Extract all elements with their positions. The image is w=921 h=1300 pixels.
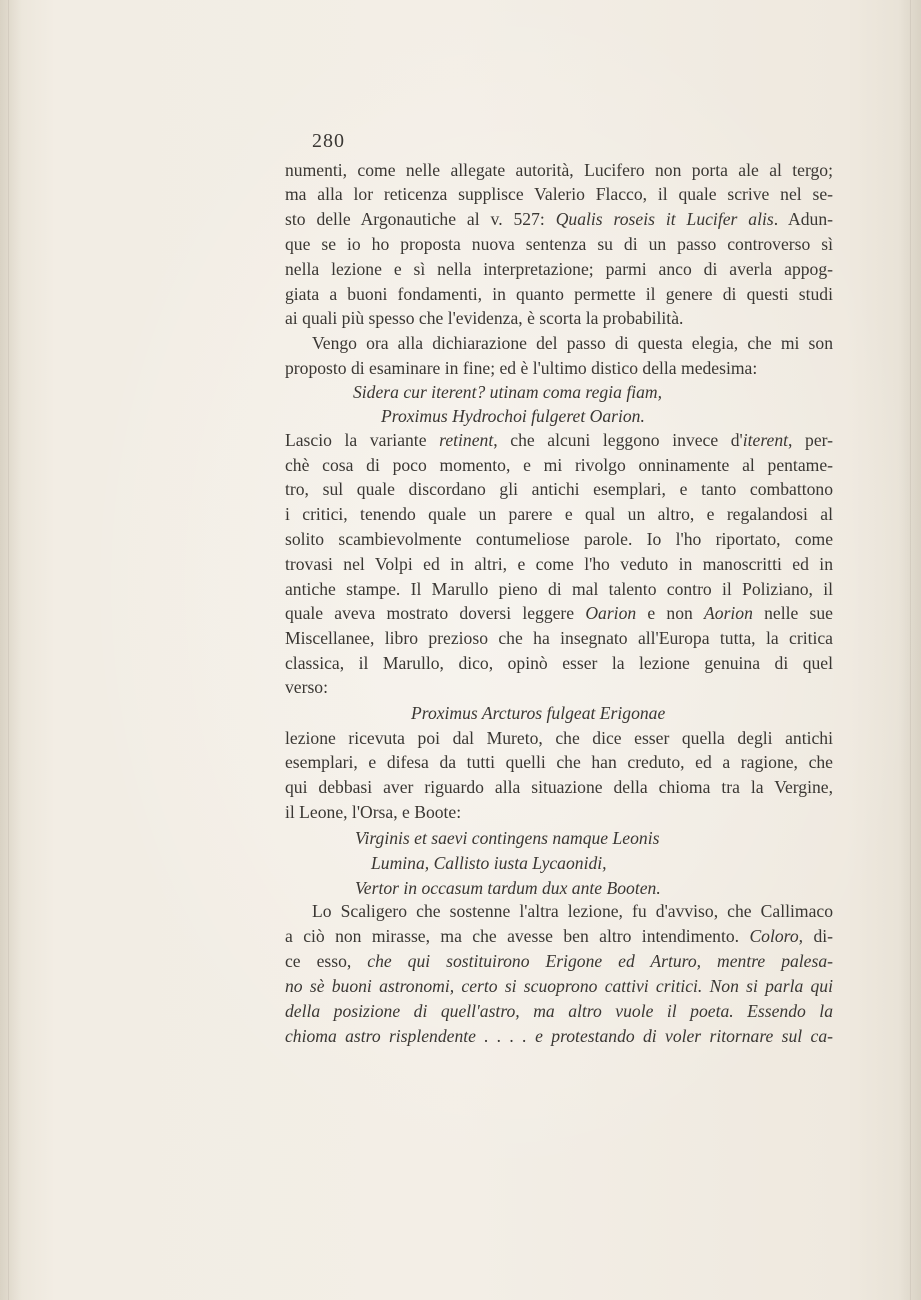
- text-line: Miscellanee, libro prezioso che ha insegnato all'Europa tutta, la critica: [285, 628, 833, 648]
- text-line: della posizione di quell'astro, ma altro vuole il poeta. Essendo la: [285, 1001, 833, 1021]
- page-edge-shadow-left: [0, 0, 22, 1300]
- text-line: proposto di esaminare in fine; ed è l'ultimo distico della medesima:: [285, 358, 758, 378]
- text-line: a ciò non mirasse, ma che avesse ben altro intendimento. Coloro, di-: [285, 926, 833, 946]
- paragraph-first-line: Lo Scaligero che sostenne l'altra lezione, fu d'avviso, che Callimaco: [312, 901, 833, 921]
- verse-line: Lumina, Callisto iusta Lycaonidi,: [371, 853, 607, 873]
- text-line: ce esso, che qui sostituirono Erigone ed Arturo, mentre palesa-: [285, 951, 833, 971]
- text-line: tro, sul quale discordano gli antichi esemplari, e tanto combattono: [285, 479, 833, 499]
- text-line: Lascio la variante retinent, che alcuni leggono invece d'iterent, per-: [285, 430, 834, 450]
- text-line: numenti, come nelle allegate autorità, Lucifero non porta ale al tergo;: [285, 160, 833, 180]
- text-line: ai quali più spesso che l'evidenza, è scorta la probabilità.: [285, 308, 684, 328]
- text-line: verso:: [285, 677, 328, 697]
- latin-citation: Qualis roseis it Lucifer alis: [555, 209, 774, 229]
- page-number: 280: [312, 130, 345, 152]
- text-line: i critici, tenendo quale un parere e qual un altro, e regalandosi al: [285, 504, 833, 524]
- text-line: il Leone, l'Orsa, e Boote:: [285, 802, 462, 822]
- text-line: sto delle Argonautiche al v. 527: Qualis roseis it Lucifer alis. Adun-: [285, 209, 833, 229]
- text-line: antiche stampe. Il Marullo pieno di mal talento contro il Poliziano, il: [285, 579, 833, 599]
- verse-line: Sidera cur iterent? utinam coma regia fiam,: [353, 382, 662, 402]
- verse-line: Proximus Arcturos fulgeat Erigonae: [411, 703, 666, 723]
- verse-line: Virginis et saevi contingens namque Leonis: [355, 828, 660, 848]
- verse-line: Proximus Hydrochoi fulgeret Oarion.: [381, 406, 645, 426]
- text-line: que se io ho proposta nuova sentenza su di un passo controverso sì: [285, 234, 833, 254]
- text-line: no sè buoni astronomi, certo si scuoprono cattivi critici. Non si parla qui: [285, 976, 833, 996]
- text-line: chè cosa di poco momento, e mi rivolgo onninamente al pentame-: [285, 455, 833, 475]
- text-line: lezione ricevuta poi dal Mureto, che dice esser quella degli antichi: [285, 728, 833, 748]
- text-line: chioma astro risplendente . . . . e protestando di voler ritornare sul ca-: [285, 1026, 833, 1046]
- text-line: qui debbasi aver riguardo alla situazione della chioma tra la Vergine,: [285, 777, 833, 797]
- text-line: giata a buoni fondamenti, in quanto permette il genere di questi studi: [285, 284, 833, 304]
- verse-line: Vertor in occasum tardum dux ante Booten.: [355, 878, 661, 898]
- text-line: quale aveva mostrato doversi leggere Oarion e non Aorion nelle sue: [285, 603, 833, 623]
- text-line: ma alla lor reticenza supplisce Valerio Flacco, il quale scrive nel se-: [285, 184, 833, 204]
- page-fold-left: [8, 0, 9, 1300]
- text-line: trovasi nel Volpi ed in altri, e come l'ho veduto in manoscritti ed in: [285, 554, 833, 574]
- paragraph-first-line: Vengo ora alla dichiarazione del passo di questa elegia, che mi son: [312, 333, 833, 353]
- text-line: classica, il Marullo, dico, opinò esser la lezione genuina di quel: [285, 653, 833, 673]
- page-fold-right: [910, 0, 911, 1300]
- text-line: esemplari, e difesa da tutti quelli che han creduto, ed a ragione, che: [285, 752, 833, 772]
- text-line: solito scambievolmente contumeliose parole. Io l'ho riportato, come: [285, 529, 833, 549]
- text-line: nella lezione e sì nella interpretazione; parmi anco di averla appog-: [285, 259, 833, 279]
